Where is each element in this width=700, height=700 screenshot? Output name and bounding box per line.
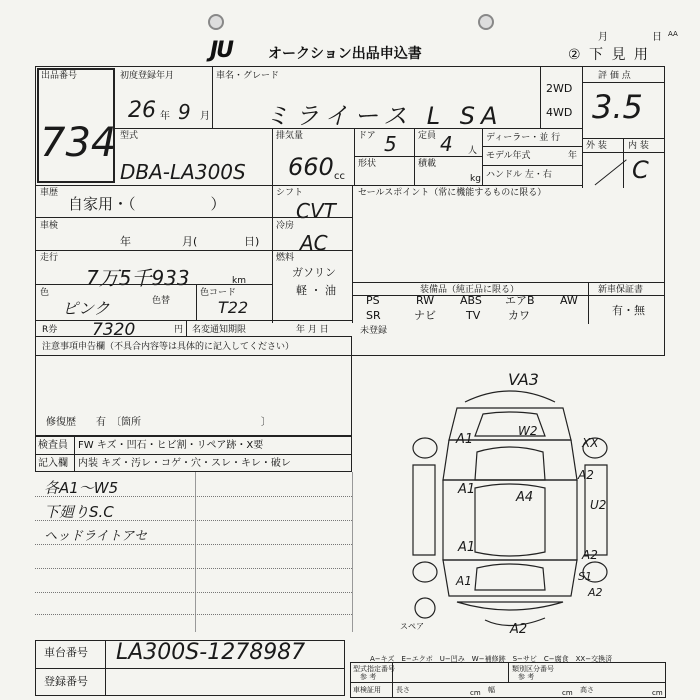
diagram-top: VA3 xyxy=(508,370,539,389)
doors-label: ドア xyxy=(358,131,376,141)
note-3: ヘッドライトアセ xyxy=(44,529,148,544)
equipment-2: ABS xyxy=(460,294,482,307)
logo: JU xyxy=(210,38,233,63)
interior-value: C xyxy=(632,156,649,184)
notice-label: 注意事項申告欄（不具合内容等は具体的に記入してください） xyxy=(42,342,295,352)
color-label: 色 xyxy=(40,288,50,298)
fuel-value: ガソリン xyxy=(292,266,336,279)
ac-value: AC xyxy=(300,231,328,255)
spare-label: スペア xyxy=(400,622,424,631)
sales-point-label: セールスポイント（常に機能するものに限る） xyxy=(358,188,547,198)
meikaku-label: 名変通知期限 xyxy=(192,325,247,335)
rating-label: 評 価 点 xyxy=(598,71,631,81)
aa-label: AA xyxy=(668,30,678,38)
note-2: 下廻りS.C xyxy=(44,503,114,521)
lot-no-label: 出品番号 xyxy=(41,71,78,81)
fw-row: FW キズ・凹石・ヒビ割・リペア跡・X要 xyxy=(78,440,264,451)
recorder-label: 記入欄 xyxy=(38,458,68,469)
shift-value: CVT xyxy=(296,199,336,223)
color-code-value: T22 xyxy=(218,298,249,317)
fuel-label: 燃料 xyxy=(276,253,295,263)
equipment-7: TV xyxy=(466,309,481,322)
4wd-label: 4WD xyxy=(546,106,573,119)
color-code-label: 色コード xyxy=(200,288,237,298)
r-ticket-label: R券 xyxy=(42,325,58,335)
model-label: 型式 xyxy=(120,131,139,141)
chassis-value: LA300S-1278987 xyxy=(116,640,306,665)
model-value: DBA-LA300S xyxy=(120,160,246,184)
r-ticket-value: 7320 xyxy=(92,320,136,340)
capacity-value: 4 xyxy=(440,132,453,156)
interior-row: 内装 キズ・汚レ・コゲ・穴・スレ・キレ・破レ xyxy=(78,458,291,469)
2wd-label: 2WD xyxy=(546,82,573,95)
doors-value: 5 xyxy=(384,132,397,156)
unregistered-label: 未登録 xyxy=(360,326,388,336)
first-reg-label: 初度登録年月 xyxy=(120,71,175,81)
exterior-label: 外 装 xyxy=(586,141,607,151)
model-year-label: モデル年式 xyxy=(486,151,531,161)
color-change-label: 色替 xyxy=(152,296,171,306)
ac-label: 冷房 xyxy=(276,221,295,231)
equipment-4: AW xyxy=(560,294,578,307)
equipment-label: 装備品（純正品に限る） xyxy=(420,285,520,295)
month-label: 月 xyxy=(598,32,608,43)
displacement-value: 660 xyxy=(288,153,334,181)
inspection-label: 車検 xyxy=(40,221,59,231)
equipment-3: エアB xyxy=(505,294,535,307)
car-name-value: ミライース L SA xyxy=(265,102,504,130)
equipment-1: RW xyxy=(416,294,435,307)
chassis-label: 車台番号 xyxy=(44,646,88,659)
history-value: 自家用・（ ） xyxy=(68,195,226,213)
punch-hole-right xyxy=(478,14,494,30)
punch-hole-left xyxy=(208,14,224,30)
equipment-0: PS xyxy=(366,294,380,307)
reg-no-label: 登録番号 xyxy=(44,675,88,688)
equipment-6: ナビ xyxy=(414,309,436,322)
reg-year-value: 26 xyxy=(128,98,156,123)
car-name-label: 車名・グレード xyxy=(216,71,280,81)
reg-month-value: 9 xyxy=(178,100,191,124)
interior-label: 内 装 xyxy=(628,141,649,151)
handle-label: ハンドル 左・右 xyxy=(486,170,552,180)
shape-label: 形状 xyxy=(358,159,377,169)
displacement-label: 排気量 xyxy=(276,131,304,141)
color-value: ピンク xyxy=(62,299,110,318)
equipment-8: カワ xyxy=(508,309,530,322)
checker-label: 検査員 xyxy=(38,440,68,451)
exterior-value: ／ xyxy=(594,157,623,190)
day-label: 日 xyxy=(652,32,662,43)
mileage-label: 走行 xyxy=(40,253,59,263)
capacity-label: 定員 xyxy=(418,131,437,141)
damage-legend: A−キズ E−エクボ U−凹み W−補修跡 S−サビ C−腐食 XX−交換済 xyxy=(370,655,613,663)
mileage-value: 7万5千933 xyxy=(86,266,190,290)
load-label: 積載 xyxy=(418,159,437,169)
new-manual-label: 新車保証書 xyxy=(598,285,644,295)
rating-value: 3.5 xyxy=(592,88,643,126)
copy-label: ② 下 見 用 xyxy=(568,47,650,63)
repair-label: 修復歴 有 〔箇所 〕 xyxy=(46,417,271,428)
note-1: 各A1～W5 xyxy=(44,479,119,497)
form-title: オークション出品申込書 xyxy=(268,46,422,62)
dealer-label: ディーラー・並 行 xyxy=(486,133,561,143)
equipment-5: SR xyxy=(366,309,381,322)
lot-no-value: 734 xyxy=(40,120,117,166)
shift-label: シフト xyxy=(276,188,304,198)
history-label: 車歴 xyxy=(40,188,59,198)
